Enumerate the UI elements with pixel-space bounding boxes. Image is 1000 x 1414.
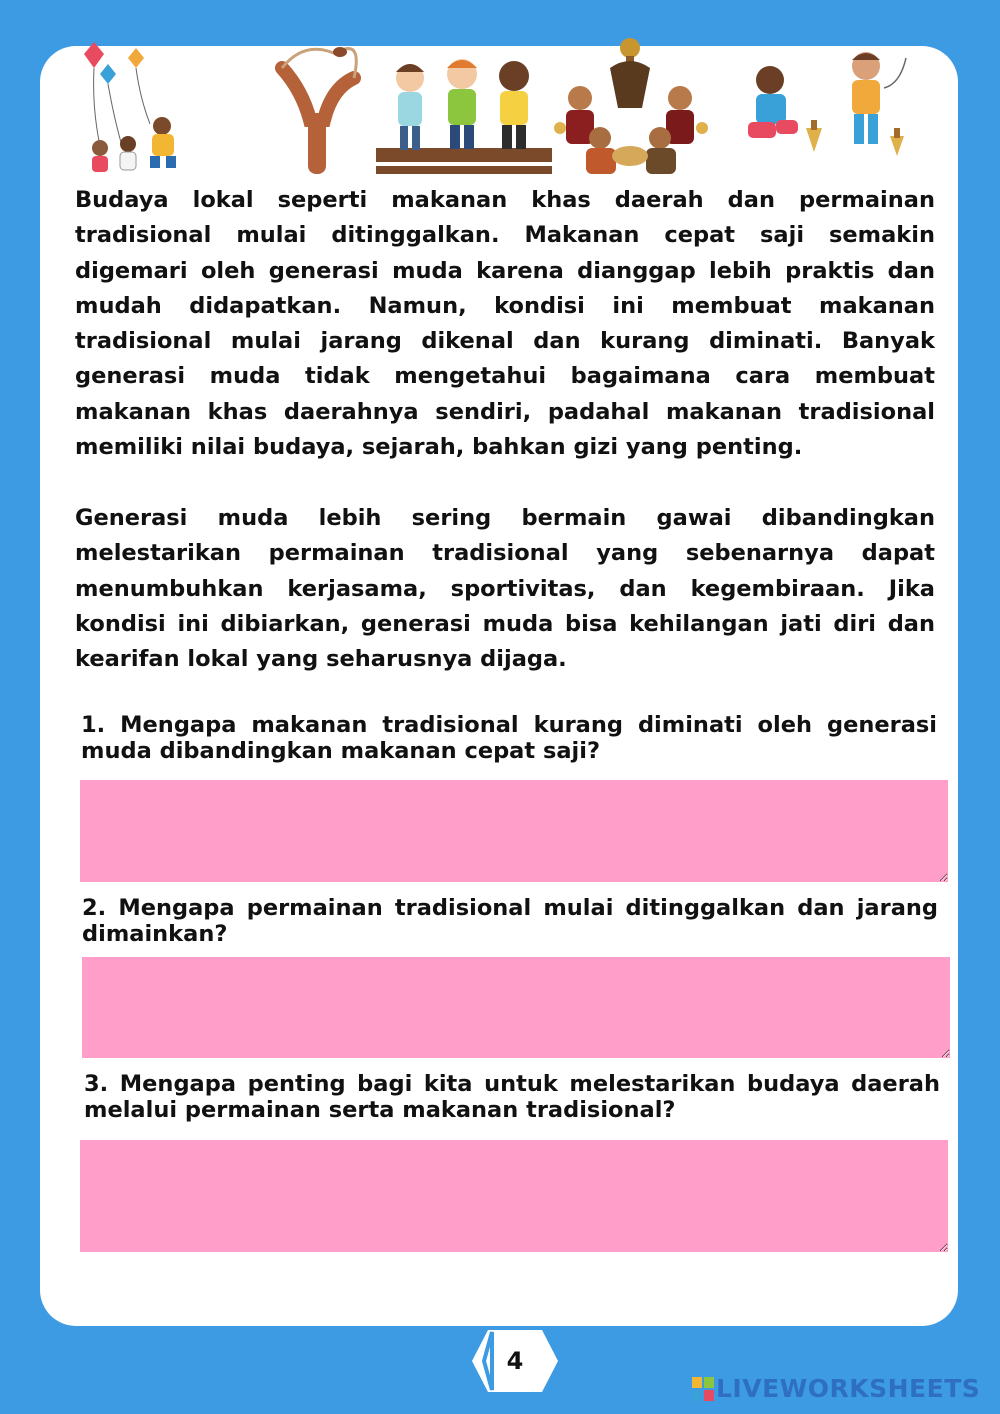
question-1: 1. Mengapa makanan tradisional kurang diminati oleh generasi muda dibandingkan makanan cepat saji? <box>81 712 937 764</box>
answer-box-2[interactable] <box>82 957 950 1058</box>
liveworksheets-logo <box>692 1372 992 1406</box>
kids-playing-hopscotch <box>376 59 552 174</box>
liveworksheets-brand: LIVEWORKSHEETS <box>716 1374 981 1403</box>
liveworksheets-icon <box>692 1377 714 1401</box>
question-3: 3. Mengapa penting bagi kita untuk melestarikan budaya daerah melalui permainan serta makanan tradisional? <box>84 1071 940 1123</box>
intro-paragraph: Budaya lokal seperti makanan khas daerah dan permainan tradisional mulai ditinggalkan. Makanan cepat saji semakin digemari oleh generasi muda karena dianggap lebih praktis dan mudah didapatkan. Namun, kondisi ini membuat makanan tradisional mulai jarang dikenal dan kurang diminati. Banyak generasi muda tidak mengetahui bagaimana cara membuat makanan khas daerahnya sendiri, padahal makanan tradisional memiliki nilai budaya, sejarah, bahkan gizi yang penting. <box>75 187 935 461</box>
kite-flying-kids <box>84 42 176 172</box>
question-2: 2. Mengapa permainan tradisional mulai ditinggalkan dan jarang dimainkan? <box>82 895 938 947</box>
second-paragraph: Generasi muda lebih sering bermain gawai dibandingkan melestarikan permainan tradisional yang sebenarnya dapat menumbuhkan kerjasama, sportivitas, dan kegembiraan. Jika kondisi ini dibiarkan, generasi muda bisa kehilangan jati diri dan kearifan lokal yang seharusnya dijaga. <box>75 505 935 673</box>
page-number: 4 <box>506 1347 524 1375</box>
kids-playing-spinning-tops <box>748 52 906 156</box>
illustration-banner <box>70 28 930 180</box>
answer-box-1[interactable] <box>80 780 948 882</box>
answer-box-3[interactable] <box>80 1140 948 1252</box>
slingshot <box>282 47 356 174</box>
wayang-puppet-show <box>554 38 708 174</box>
